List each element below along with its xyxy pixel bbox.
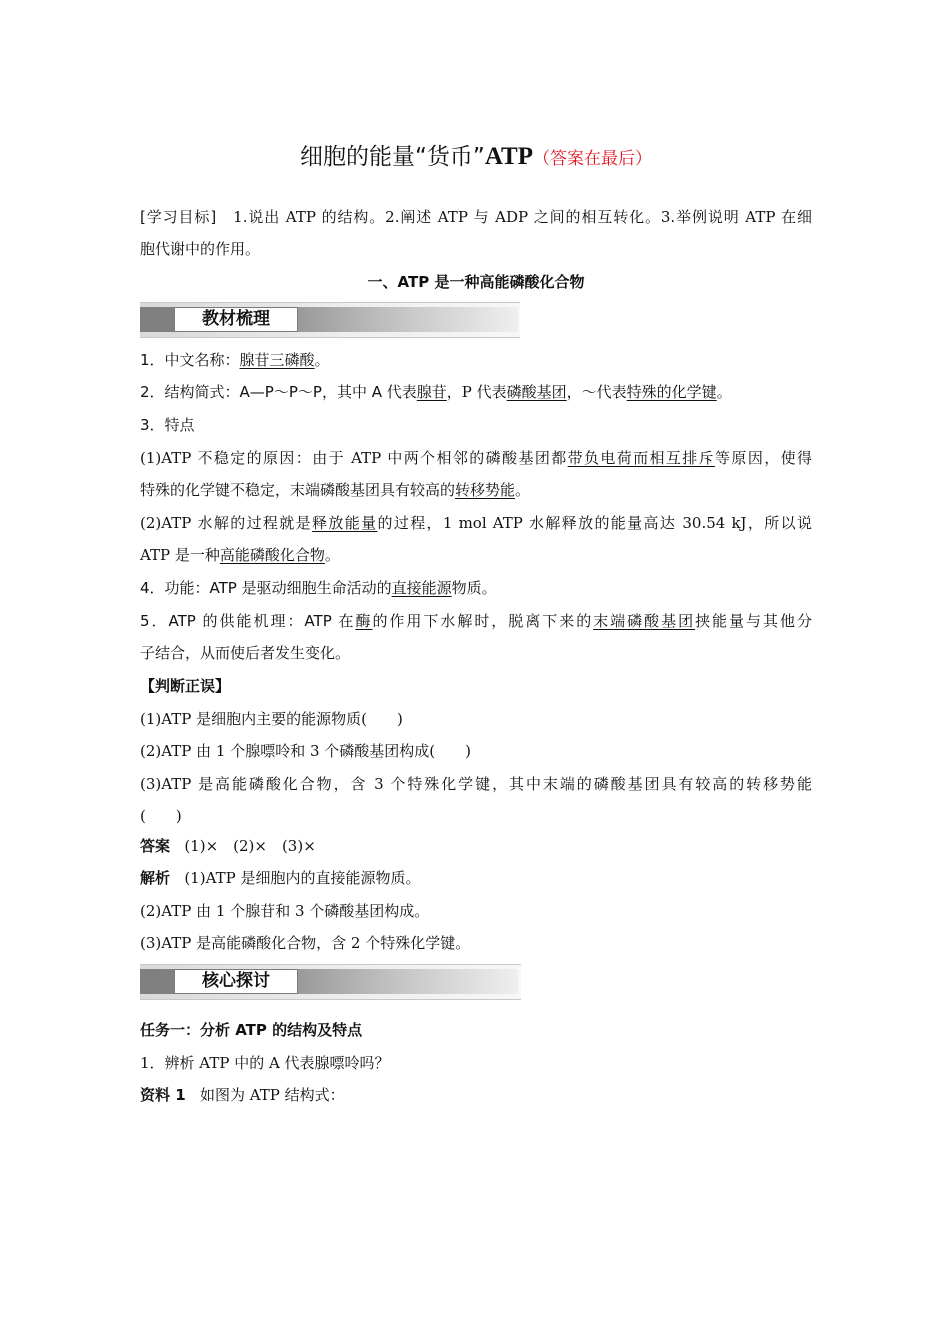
task-heading: 任务一：分析 ATP 的结构及特点 bbox=[140, 1021, 363, 1039]
judge-heading: 【判断正误】 bbox=[140, 677, 231, 695]
item-3b: 特殊的化学键不稳定，末端磷酸基团具有较高的转移势能。 bbox=[140, 481, 531, 499]
learning-objectives-line1: [学习目标] 1.说出 ATP 的结构。2.阐述 ATP 与 ADP 之间的相互转化。3.举例说明 ATP 在细 bbox=[140, 208, 812, 226]
item-5: 5．ATP 的供能机理：ATP 在酶的作用下水解时，脱离下来的末端磷酸基团挟能量与其他分 bbox=[140, 612, 812, 630]
judge-question-2: (2)ATP 由 1 个腺嘌呤和 3 个磷酸基团构成( ) bbox=[140, 742, 471, 760]
task-question-1: 1．辨析 ATP 中的 A 代表腺嘌呤吗？ bbox=[140, 1054, 390, 1072]
material-label: 资料 1 bbox=[140, 1086, 186, 1104]
analysis-label: 解析 bbox=[140, 869, 171, 887]
title-main: 细胞的能量“货币” bbox=[300, 144, 485, 170]
item-3a: (1)ATP 不稳定的原因：由于 ATP 中两个相邻的磷酸基团都带负电荷而相互排斥等原因，使得 bbox=[140, 449, 812, 467]
judge-question-3-paren: ( ) bbox=[140, 807, 182, 825]
objectives-label: [学习目标] bbox=[140, 208, 217, 226]
banner-core-discussion bbox=[140, 964, 521, 1000]
item-3d: ATP 是一种高能磷酸化合物。 bbox=[140, 546, 340, 564]
title-atp: ATP bbox=[484, 143, 533, 170]
section-heading: 一、ATP 是一种高能磷酸化合物 bbox=[367, 273, 585, 291]
item-2: 2．结构简式：A—P～P～P，其中 A 代表腺苷，P 代表磷酸基团，～代表特殊的化学键。 bbox=[140, 383, 732, 401]
item-3: 3．特点 bbox=[140, 416, 195, 434]
item-5b: 子结合，从而使后者发生变化。 bbox=[140, 644, 351, 662]
analysis-3: (3)ATP 是高能磷酸化合物，含 2 个特殊化学键。 bbox=[140, 934, 471, 952]
item-3c: (2)ATP 水解的过程就是释放能量的过程，1 mol ATP 水解释放的能量高达 30.54 kJ，所以说 bbox=[140, 514, 812, 532]
learning-objectives-line2: 胞代谢中的作用。 bbox=[140, 240, 261, 258]
item-4: 4．功能：ATP 是驱动细胞生命活动的直接能源物质。 bbox=[140, 579, 497, 597]
banner-label: 教材梳理 bbox=[174, 307, 298, 332]
title-answer-note: （答案在最后） bbox=[533, 149, 652, 169]
answer-line: 答案 (1)× (2)× (3)× bbox=[140, 837, 316, 855]
item-1: 1．中文名称：腺苷三磷酸。 bbox=[140, 351, 330, 369]
banner-textbook-review bbox=[140, 302, 520, 338]
page-title bbox=[140, 138, 812, 171]
banner-label-2: 核心探讨 bbox=[174, 969, 298, 994]
answer-label: 答案 bbox=[140, 837, 171, 855]
judge-question-3: (3)ATP 是高能磷酸化合物，含 3 个特殊化学键，其中末端的磷酸基团具有较高的转移势能 bbox=[140, 775, 812, 793]
analysis-line: 解析 (1)ATP 是细胞内的直接能源物质。 bbox=[140, 869, 421, 887]
judge-question-1: (1)ATP 是细胞内主要的能源物质( ) bbox=[140, 710, 403, 728]
analysis-2: (2)ATP 由 1 个腺苷和 3 个磷酸基团构成。 bbox=[140, 902, 430, 920]
material-line: 资料 1 如图为 ATP 结构式： bbox=[140, 1086, 345, 1104]
